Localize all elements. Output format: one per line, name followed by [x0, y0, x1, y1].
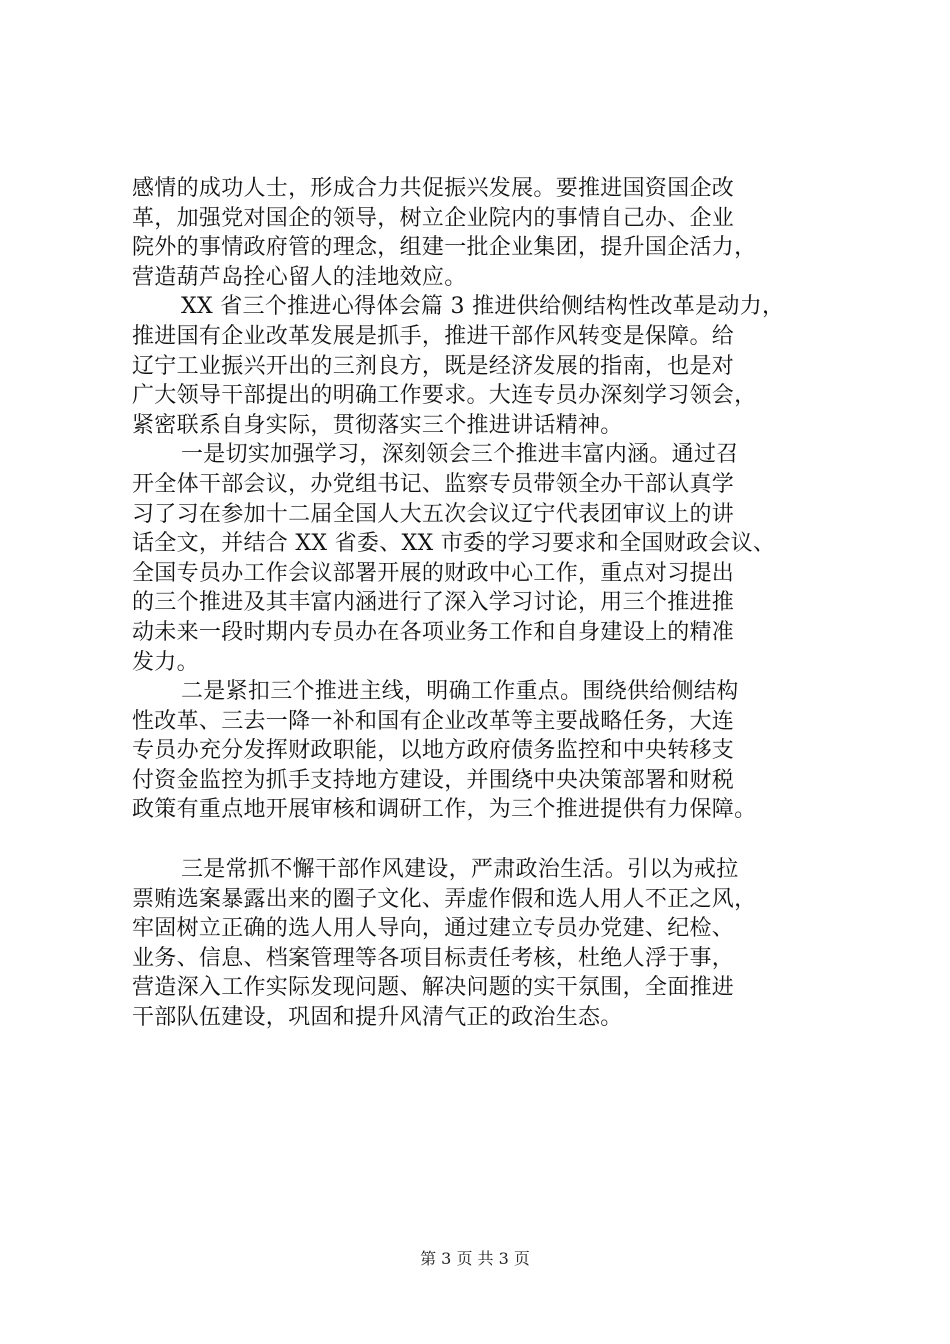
text-line: 营造深入工作实际发现问题、解决问题的实干氛围，全面推进 [132, 975, 735, 1001]
paragraph-gap [132, 825, 822, 855]
text-line: 广大领导干部提出的明确工作要求。大连专员办深刻学习领会， [132, 383, 757, 409]
text-line: 开全体干部会议，办党组书记、监察专员带领全办干部认真学 [132, 471, 735, 497]
text-line: 专员办充分发挥财政职能，以地方政府债务监控和中央转移支 [132, 738, 735, 764]
text-line: 话全文，并结合 XX 省委、XX 市委的学习要求和全国财政会议、 [132, 531, 776, 557]
paragraph-start: 三是常抓不懈干部作风建设，严肃政治生活。引以为戒拉 [181, 857, 739, 883]
page-footer: 第 3 页 共 3 页 [420, 1249, 530, 1268]
text-line: 紧密联系自身实际，贯彻落实三个推进讲话精神。 [132, 412, 623, 438]
paragraph-start: 二是紧扣三个推进主线，明确工作重点。围绕供给侧结构 [181, 679, 739, 705]
text-line: 付资金监控为抓手支持地方建设，并围绕中央决策部署和财税 [132, 767, 735, 793]
text-line: 的三个推进及其丰富内涵进行了深入学习讨论，用三个推进推 [132, 590, 735, 616]
text-line: 推进国有企业改革发展是抓手，推进干部作风转变是保障。给 [132, 323, 735, 349]
text-line: 营造葫芦岛拴心留人的洼地效应。 [132, 264, 467, 290]
text-line: 辽宁工业振兴开出的三剂良方，既是经济发展的指南，也是对 [132, 353, 735, 379]
text-line: 院外的事情政府管的理念，组建一批企业集团，提升国企活力， [132, 235, 757, 261]
text-line: 政策有重点地开展审核和调研工作，为三个推进提供有力保障。 [132, 797, 757, 823]
text-line: 革，加强党对国企的领导，树立企业院内的事情自己办、企业 [132, 205, 735, 231]
text-line: 感情的成功人士，形成合力共促振兴发展。要推进国资国企改 [132, 176, 735, 201]
text-line: 习了习在参加十二届全国人大五次会议辽宁代表团审议上的讲 [132, 501, 735, 527]
text-line: 全国专员办工作会议部署开展的财政中心工作，重点对习提出 [132, 560, 735, 586]
text-line: 干部队伍建设，巩固和提升风清气正的政治生态。 [132, 1005, 623, 1031]
paragraph-start: 一是切实加强学习，深刻领会三个推进丰富内涵。通过召 [181, 442, 739, 468]
text-line: 发力。 [132, 649, 199, 675]
text-line: 牢固树立正确的选人用人导向，通过建立专员办党建、纪检、 [132, 916, 735, 942]
document-body [132, 174, 822, 1033]
text-line: 业务、信息、档案管理等各项目标责任考核，杜绝人浮于事， [132, 945, 735, 971]
text-line: 动未来一段时期内专员办在各项业务工作和自身建设上的精准 [132, 619, 735, 645]
text-line: 性改革、三去一降一补和国有企业改革等主要战略任务，大连 [132, 708, 735, 734]
paragraph-start: XX 省三个推进心得体会篇 3 推进供给侧结构性改革是动力， [181, 294, 785, 320]
text-line: 票贿选案暴露出来的圈子文化、弄虚作假和选人用人不正之风， [132, 886, 757, 912]
